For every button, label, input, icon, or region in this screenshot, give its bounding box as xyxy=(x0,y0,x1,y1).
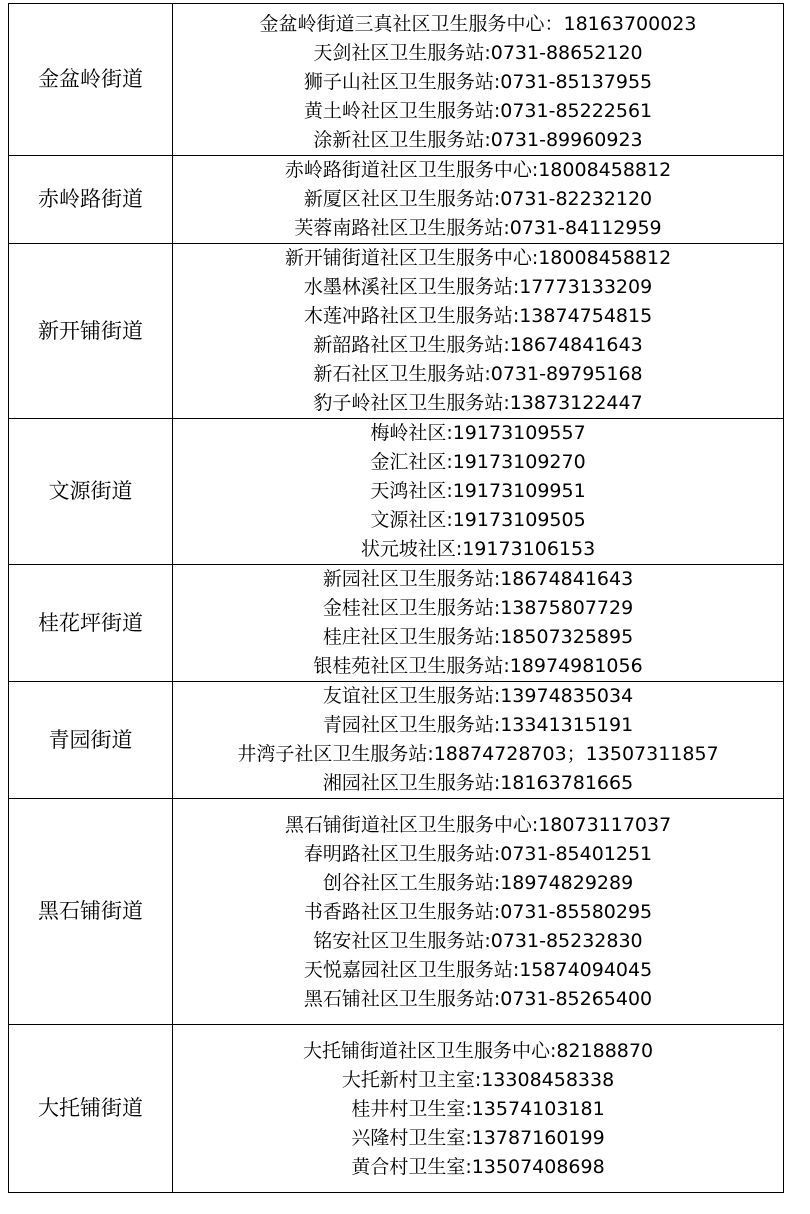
contact-line: 金桂社区卫生服务站:13875807729 xyxy=(322,597,634,619)
contact-line: 兴隆村卫生室:13787160199 xyxy=(351,1127,605,1149)
contacts-cell xyxy=(173,244,784,419)
contact-line: 创谷社区工生服务站:18974829289 xyxy=(322,872,634,894)
contact-line: 新开铺街道社区卫生服务中心:18008458812 xyxy=(284,247,672,269)
contact-line: 黄合村卫生室:13507408698 xyxy=(351,1156,605,1178)
street-name-cell: 黑石铺街道 xyxy=(9,799,173,1025)
street-name-cell: 金盆岭街道 xyxy=(9,4,173,156)
contact-line: 新园社区卫生服务站:18674841643 xyxy=(322,568,634,590)
contact-line: 梅岭社区:19173109557 xyxy=(370,422,586,444)
contact-line: 桂井村卫生室:13574103181 xyxy=(351,1098,605,1120)
contact-line: 狮子山社区卫生服务站:0731-85137955 xyxy=(303,71,653,93)
contact-line: 大托新村卫主室:13308458338 xyxy=(341,1069,615,1091)
contact-line: 芙蓉南路社区卫生服务站:0731-84112959 xyxy=(294,217,662,239)
contacts-cell xyxy=(173,156,784,244)
contact-line: 井湾子社区卫生服务站:18874728703；13507311857 xyxy=(237,743,719,765)
contact-line: 黑石铺社区卫生服务站:0731-85265400 xyxy=(303,988,653,1010)
contacts-cell xyxy=(173,4,784,156)
contact-line: 新厦区社区卫生服务站:0731-82232120 xyxy=(303,188,653,210)
contacts-cell xyxy=(173,1025,784,1193)
contact-line: 新石社区卫生服务站:0731-89795168 xyxy=(313,363,643,385)
contact-line: 湘园社区卫生服务站:18163781665 xyxy=(322,772,634,794)
contact-line: 桂庄社区卫生服务站:18507325895 xyxy=(322,626,634,648)
contact-line: 天悦嘉园社区卫生服务站:15874094045 xyxy=(303,959,653,981)
street-name-cell: 文源街道 xyxy=(9,419,173,565)
street-name-cell: 青园街道 xyxy=(9,682,173,799)
contacts-cell xyxy=(173,799,784,1025)
contact-line: 赤岭路街道社区卫生服务中心:18008458812 xyxy=(284,159,672,181)
street-name-cell: 新开铺街道 xyxy=(9,244,173,419)
contact-line: 银桂苑社区卫生服务站:18974981056 xyxy=(313,655,643,677)
contact-line: 天鸿社区:19173109951 xyxy=(370,480,586,502)
contact-line: 天剑社区卫生服务站:0731-88652120 xyxy=(313,42,643,64)
contact-line: 涂新社区卫生服务站:0731-89960923 xyxy=(313,129,643,151)
contacts-cell xyxy=(173,565,784,682)
contact-line: 新韶路社区卫生服务站:18674841643 xyxy=(313,334,643,356)
table-row xyxy=(9,682,784,799)
contact-line: 金汇社区:19173109270 xyxy=(370,451,586,473)
contact-line: 书香路社区卫生服务站:0731-85580295 xyxy=(303,901,653,923)
table-row xyxy=(9,156,784,244)
contact-line: 黑石铺街道社区卫生服务中心:18073117037 xyxy=(284,814,672,836)
street-name-cell: 赤岭路街道 xyxy=(9,156,173,244)
table-row xyxy=(9,419,784,565)
contacts-cell xyxy=(173,419,784,565)
contact-line: 春明路社区卫生服务站:0731-85401251 xyxy=(303,843,653,865)
contact-line: 友谊社区卫生服务站:13974835034 xyxy=(322,685,634,707)
table-row xyxy=(9,244,784,419)
contact-line: 状元坡社区:19173106153 xyxy=(360,538,596,560)
contact-line: 文源社区:19173109505 xyxy=(370,509,586,531)
contact-line: 水墨林溪社区卫生服务站:17773133209 xyxy=(303,276,653,298)
contact-line: 黄土岭社区卫生服务站:0731-85222561 xyxy=(303,100,653,122)
table-row xyxy=(9,565,784,682)
contact-line: 青园社区卫生服务站:13341315191 xyxy=(322,714,634,736)
street-name-cell: 大托铺街道 xyxy=(9,1025,173,1193)
health-service-directory-table xyxy=(8,3,784,1193)
contact-line: 金盆岭街道三真社区卫生服务中心：18163700023 xyxy=(259,13,697,35)
contact-line: 铭安社区卫生服务站:0731-85232830 xyxy=(313,930,643,952)
contacts-cell xyxy=(173,682,784,799)
table-row xyxy=(9,4,784,156)
street-name-cell: 桂花坪街道 xyxy=(9,565,173,682)
table-row xyxy=(9,799,784,1025)
contact-line: 木莲冲路社区卫生服务站:13874754815 xyxy=(303,305,653,327)
contact-line: 豹子岭社区卫生服务站:13873122447 xyxy=(313,392,643,414)
table-row xyxy=(9,1025,784,1193)
contact-line: 大托铺街道社区卫生服务中心:82188870 xyxy=(302,1040,654,1062)
